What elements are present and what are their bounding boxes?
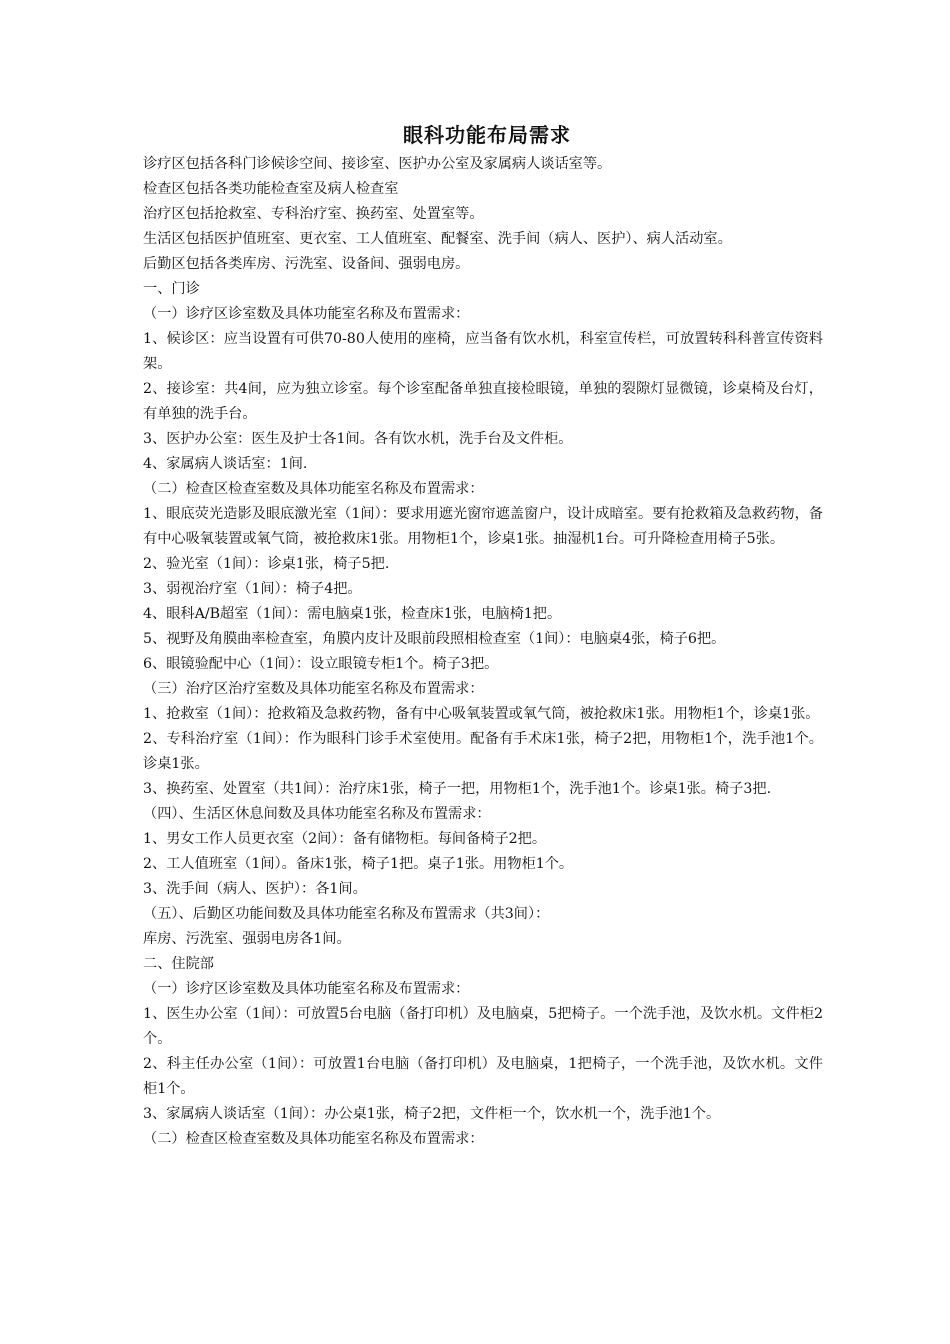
list-item-locker-rooms: 1、男女工作人员更衣室（2间）：备有储物柜。每间备椅子2把。 [143,831,547,847]
paragraph-clinic-zone: 诊疗区包括各科门诊候诊空间、接诊室、医护办公室及家属病人谈话室等。 [143,156,612,172]
list-item-director-office: 2、科主任办公室（1间）：可放置1台电脑（备打印机）及电脑桌，1把椅子，一个洗手池，及饮水机。文件柜1个。 [143,1056,823,1097]
list-item-specialty-treatment-room: 2、专科治疗室（1间）：作为眼科门诊手术室使用。配备有手术床1张，椅子2把，用物柜1个，洗手池1个。诊桌1张。 [143,731,823,772]
list-item-doctor-office: 1、医生办公室（1间）：可放置5台电脑（备打印机）及电脑桌，5把椅子。一个洗手池，及饮水机。文件柜2个。 [143,1006,823,1047]
subsection-heading-inpatient-exam-rooms: （二）检查区检查室数及具体功能室名称及布置需求： [143,1131,484,1147]
document-title: 眼科功能布局需求 [403,123,571,147]
list-item-emergency-room: 1、抢救室（1间）：抢救箱及急救药物，备有中心吸氧装置或氧气筒，被抢救床1张。用物柜1个，诊桌1张。 [143,706,820,722]
list-item-family-talk-room: 4、家属病人谈话室：1间. [143,456,308,472]
paragraph-exam-zone: 检查区包括各类功能检查室及病人检查室 [143,181,399,197]
list-item-visual-field-room: 5、视野及角膜曲率检查室，角膜内皮计及眼前段照相检查室（1间）：电脑桌4张，椅子6把。 [143,631,726,647]
list-item-ultrasound-room: 4、眼科A/B超室（1间）：需电脑桌1张，检查床1张，电脑椅1把。 [143,606,562,622]
paragraph-logistics-zone: 后勤区包括各类库房、污洗室、设备间、强弱电房。 [143,256,470,272]
section-heading-outpatient: 一、门诊 [143,281,200,297]
list-item-waiting-area: 1、候诊区：应当设置有可供70-80人使用的座椅，应当备有饮水机，科室宣传栏，可放置转科科普宣传资料架。 [143,331,823,372]
list-item-optometry-room: 2、验光室（1间）：诊桌1张，椅子5把. [143,556,390,572]
list-item-amblyopia-room: 3、弱视治疗室（1间）：椅子4把。 [143,581,362,597]
subsection-heading-inpatient-clinic-rooms: （一）诊疗区诊室数及具体功能室名称及布置需求： [143,981,470,997]
subsection-heading-logistics-rooms: （五）、后勤区功能间数及具体功能室名称及布置需求（共3间）： [143,906,550,922]
list-item-consulting-rooms: 2、接诊室：共4间，应为独立诊室。每个诊室配备单独直接检眼镜，单独的裂隙灯显微镜，诊桌椅及台灯，有单独的洗手台。 [143,381,823,422]
subsection-heading-treatment-rooms: （三）治疗区治疗室数及具体功能室名称及布置需求： [143,681,484,697]
list-item-inpatient-family-talk-room: 3、家属病人谈话室（1间）：办公桌1张，椅子2把，文件柜一个，饮水机一个，洗手池1个。 [143,1106,721,1122]
subsection-heading-clinic-rooms: （一）诊疗区诊室数及具体功能室名称及布置需求： [143,306,470,322]
list-item-fundus-angiography-room: 1、眼底荧光造影及眼底激光室（1间）：要求用遮光窗帘遮盖窗户，设计成暗室。要有抢救箱及急救药物，备有中心吸氧装置或氧气筒，被抢救床1张。用物柜1个，诊桌1张。抽湿机1台。可升降检查用椅子5张。 [143,506,823,547]
list-item-storage-rooms: 库房、污洗室、强弱电房各1间。 [143,931,351,947]
list-item-staff-office: 3、医护办公室：医生及护士各1间。各有饮水机，洗手台及文件柜。 [143,431,573,447]
list-item-worker-duty-room: 2、工人值班室（1间）。备床1张，椅子1把。桌子1张。用物柜1个。 [143,856,574,872]
subsection-heading-living-rooms: （四）、生活区休息间数及具体功能室名称及布置需求： [143,806,491,822]
section-heading-inpatient: 二、住院部 [143,956,214,972]
document-page [143,118,823,1152]
paragraph-treatment-zone: 治疗区包括抢救室、专科治疗室、换药室、处置室等。 [143,206,484,222]
paragraph-living-zone: 生活区包括医护值班室、更衣室、工人值班室、配餐室、洗手间（病人、医护）、病人活动室。 [143,231,732,247]
subsection-heading-exam-rooms: （二）检查区检查室数及具体功能室名称及布置需求： [143,481,484,497]
list-item-restrooms: 3、洗手间（病人、医护）：各1间。 [143,881,367,897]
list-item-glasses-center: 6、眼镜验配中心（1间）：设立眼镜专柜1个。椅子3把。 [143,656,499,672]
list-item-dressing-room: 3、换药室、处置室（共1间）：治疗床1张，椅子一把，用物柜1个，洗手池1个。诊桌1张。椅子3把. [143,781,772,797]
